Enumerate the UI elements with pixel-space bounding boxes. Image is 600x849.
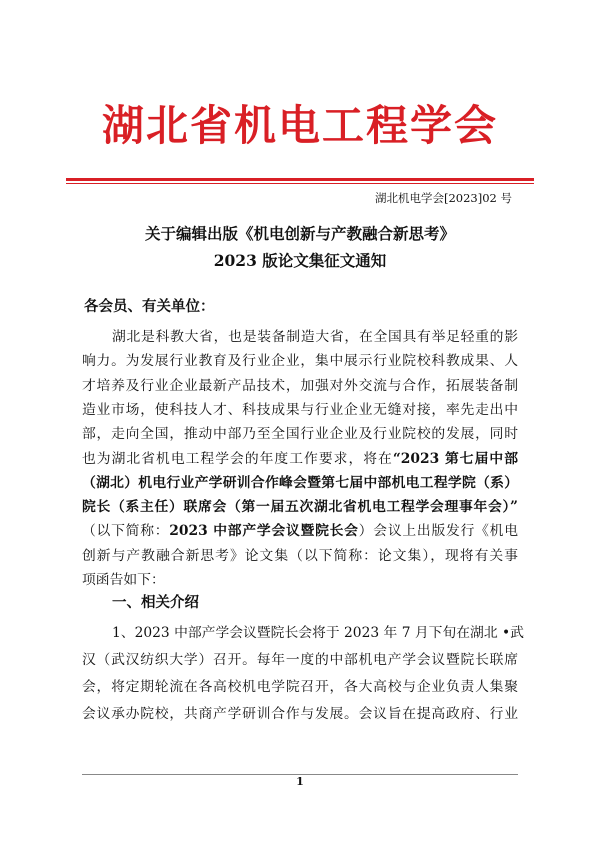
notice-title-line-2: 2023 版论文集征文通知: [213, 251, 387, 270]
paragraph-line: 湖北是科教大省，也是装备制造大省，在全国具有举足轻重的影: [112, 329, 518, 345]
notice-title-line-1: 关于编辑出版《机电创新与产教融合新思考》: [144, 224, 455, 243]
abbr-prefix: （以下简称：: [82, 523, 170, 539]
paragraph-line: 项函告如下：: [82, 572, 165, 588]
letterhead-rule-thick: [66, 178, 534, 181]
letterhead-rule-thin: [66, 183, 534, 184]
conference-name-start: “2023 第七届中部: [392, 451, 519, 467]
paragraph-line: 响力。为发展行业教育及行业企业，集中展示行业院校科教成果、人: [82, 353, 518, 369]
abbr-suffix: ）会议上出版发行《机电: [358, 523, 519, 539]
conference-name-line: （湖北）机电行业产学研训合作峰会暨第七届中部机电工程学院（系）: [82, 475, 518, 491]
section-line: 会议承办院校，共商产学研训合作与发展。会议旨在提高政府、行业: [82, 706, 518, 722]
paragraph-line: 造业市场，使科技人才、科技成果与行业企业无缝对接，率先走出中: [82, 402, 518, 418]
paragraph-line: 部，走向全国，推动中部乃至全国行业企业及行业院校的发展，同时: [82, 426, 518, 442]
abbreviation-line: [82, 521, 518, 541]
conference-name-line: 院长（系主任）联席会（第一届五次湖北省机电工程学会理事年会）”: [82, 499, 518, 515]
page-number: 1: [296, 775, 304, 788]
section-line: 会，将定期轮流在各高校机电学院召开，各大高校与企业负责人集聚: [82, 679, 518, 695]
section-line: 1、2023 中部产学会议暨院长会将于 2023 年 7 月下旬在湖北 •武: [112, 625, 524, 641]
paragraph-line: 创新与产教融合新思考》论文集（以下简称：论文集），现将有关事: [82, 548, 518, 564]
paragraph-text: 也为湖北省机电工程学会的年度工作要求，将在: [82, 451, 393, 467]
salutation: 各会员、有关单位：: [84, 298, 215, 315]
section-line: 汉（武汉纺织大学）召开。每年一度的中部机电产学会议暨院长联席: [82, 652, 518, 668]
abbr-term: 2023 中部产学会议暨院长会: [169, 523, 359, 539]
org-letterhead: 湖北省机电工程学会: [101, 101, 498, 150]
paragraph-line: [82, 449, 518, 469]
document-number: 湖北机电学会[2023]02 号: [374, 191, 512, 205]
section-heading: 一、相关介绍: [112, 594, 199, 611]
paragraph-line: 才培养及行业企业最新产品技术，加强对外交流与合作，拓展装备制: [82, 378, 518, 394]
